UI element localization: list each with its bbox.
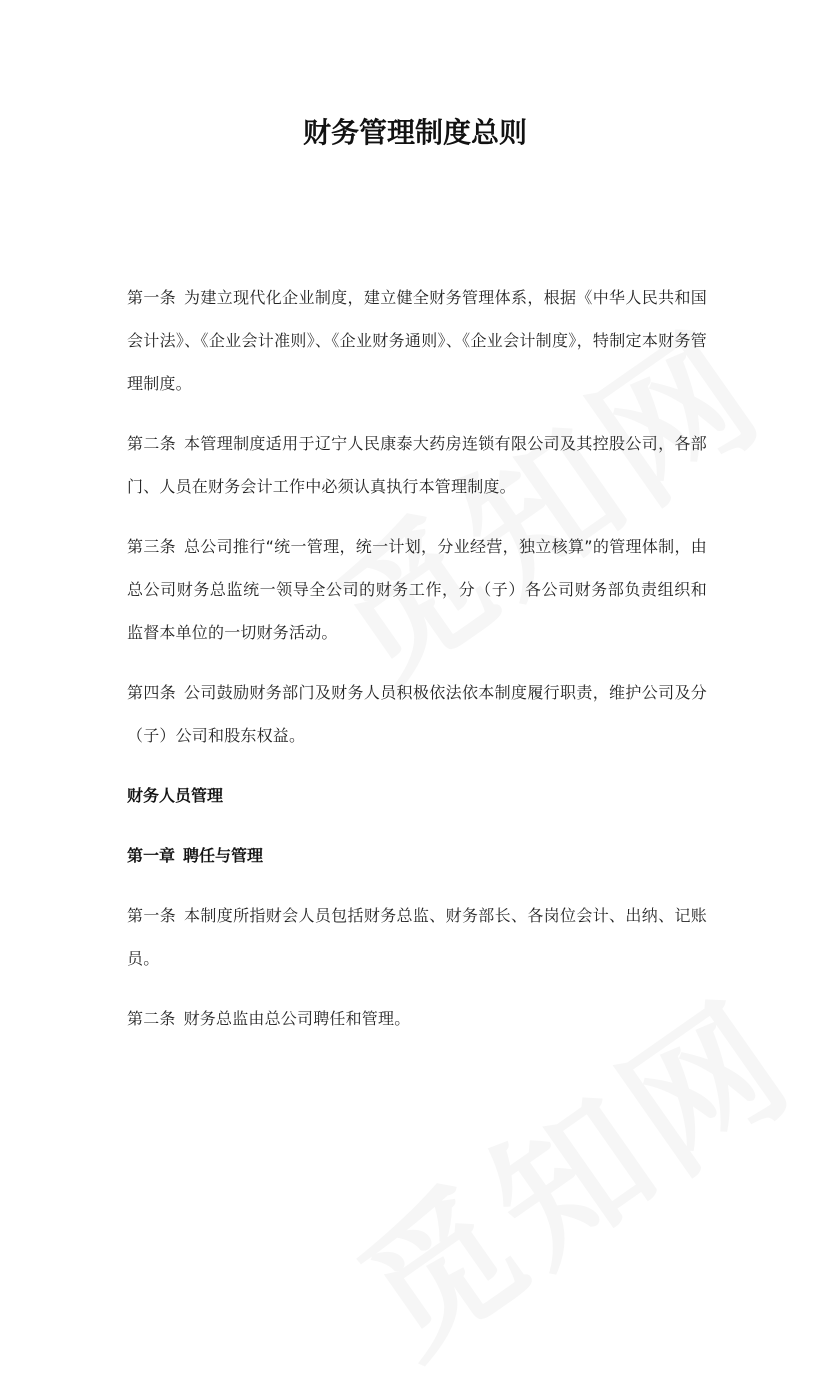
article-number: 第三条 [127, 537, 176, 556]
article-number: 第一条 [127, 288, 177, 307]
article-number: 第二条 [127, 1009, 176, 1028]
article-text: 为建立现代化企业制度，建立健全财务管理体系，根据《中华人民共和国会计法》、《企业会计准则》、《企业财务通则》、《企业会计制度》，特制定本财务管理制度。 [127, 288, 707, 393]
chapter-number: 第一章 [127, 846, 176, 865]
article-text: 总公司推行“统一管理，统一计划，分业经营，独立核算”的管理体制，由总公司财务总监统一领导全公司的财务工作，分（子）各公司财务部负责组织和监督本单位的一切财务活动。 [127, 537, 707, 642]
article-text: 公司鼓励财务部门及财务人员积极依法依本制度履行职责，维护公司及分（子）公司和股东权益。 [127, 683, 707, 745]
article-text: 财务总监由总公司聘任和管理。 [183, 1009, 411, 1028]
article-paragraph [127, 525, 707, 654]
article-paragraph [127, 671, 707, 757]
article-paragraph [127, 422, 707, 508]
article-paragraph [127, 997, 707, 1040]
article-number: 第二条 [127, 434, 177, 453]
chapter-heading [127, 834, 707, 877]
article-text: 本制度所指财会人员包括财务总监、财务部长、各岗位会计、出纳、记账员。 [127, 906, 707, 968]
document-title: 财务管理制度总则 [302, 116, 527, 149]
section-heading: 财务人员管理 [127, 786, 224, 805]
article-paragraph [127, 894, 707, 980]
article-paragraph [127, 276, 707, 405]
article-number: 第四条 [127, 683, 177, 702]
article-number: 第一条 [127, 906, 177, 925]
document-body [127, 276, 707, 1057]
chapter-title: 聘任与管理 [183, 846, 264, 865]
article-text: 本管理制度适用于辽宁人民康泰大药房连锁有限公司及其控股公司，各部门、人员在财务会计工作中必须认真执行本管理制度。 [127, 434, 707, 496]
